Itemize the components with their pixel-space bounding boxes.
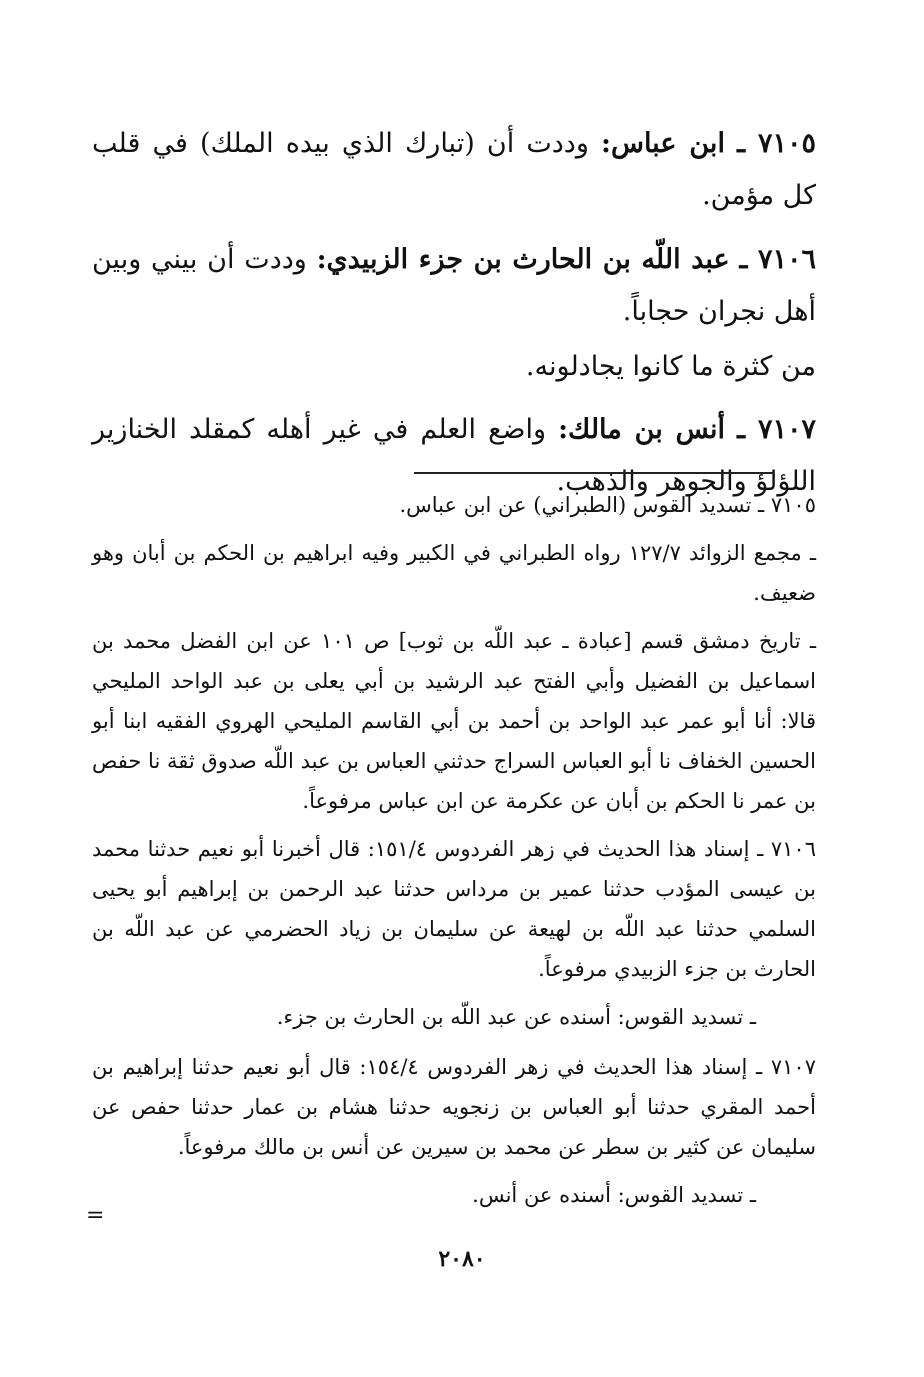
entry-text: وددت أن بيني وبين أهل نجران حجاباً. bbox=[92, 244, 816, 327]
entry-text: وددت أن (تبارك الذي بيده الملك) في قلب كل مؤمن. bbox=[92, 128, 816, 211]
entry-text: واضع العلم في غير أهله كمقلد الخنازير اللؤلؤ والجوهر والذهب. bbox=[92, 414, 816, 497]
continuation-mark: = bbox=[86, 1203, 105, 1228]
entry-7106-extra: من كثرة ما كانوا يجادلونه. bbox=[525, 351, 816, 382]
entry-narrator: ابن عباس: bbox=[601, 128, 725, 159]
footnote-tasdid-7106: ـ تسديد القوس: أسنده عن عبد اللّه بن الحارث بن جزء. bbox=[276, 1005, 756, 1029]
footnote-tarikh-dimashq: ـ تاريخ دمشق قسم [عبادة ـ عبد اللّه بن ثوب] ص ١٠١ عن ابن الفضل محمد بن اسماعيل بن الفضيل وأبي الفتح عبد الرشيد بن أبي يعلى بن عبد الواحد المليحي قالا: أنا أبو عمر عبد الواحد بن أحمد بن أبي القاسم المليحي الهروي الفقيه ابنا أبو الحسين الخفاف نا أبو العباس السراج حدثني العباس بن عبد اللّه صدوق ثقة نا حفص بن عمر نا الحكم بن أبان عن عكرمة عن ابن عباس مرفوعاً. bbox=[92, 629, 816, 813]
footnote-7107: ٧١٠٧ ـ إسناد هذا الحديث في زهر الفردوس ١٥٤/٤: قال أبو نعيم حدثنا إبراهيم بن أحمد المقري حدثنا أبو العباس بن زنجويه حدثنا هشام بن عمار حدثنا حفص عن سليمان عن كثير بن سطر عن محمد بن سيرين عن أنس بن مالك مرفوعاً. bbox=[92, 1055, 816, 1159]
entry-narrator: أنس بن مالك: bbox=[558, 414, 726, 445]
footnote-divider bbox=[414, 472, 774, 474]
entry-number: ٧١٠٧ ـ bbox=[737, 414, 816, 445]
page-number: ٢٠٨٠ bbox=[438, 1246, 486, 1272]
entry-narrator: عبد اللّه بن الحارث بن جزء الزبيدي: bbox=[316, 244, 730, 275]
footnote-tasdid-7107: ـ تسديد القوس: أسنده عن أنس. bbox=[472, 1183, 756, 1207]
entry-number: ٧١٠٥ ـ bbox=[737, 128, 816, 159]
entry-7106 bbox=[92, 234, 816, 338]
main-text bbox=[92, 118, 816, 520]
footnotes bbox=[92, 485, 816, 1225]
footnote-7106: ٧١٠٦ ـ إسناد هذا الحديث في زهر الفردوس ١٥١/٤: قال أخبرنا أبو نعيم حدثنا محمد بن عيسى المؤدب حدثنا عمير بن مرداس حدثنا عبد الرحمن بن إبراهيم أبو يحيى السلمي حدثنا عبد اللّه بن لهيعة عن سليمان بن زياد الحضرمي عن عبد اللّه بن الحارث بن جزء الزبيدي مرفوعاً. bbox=[92, 837, 816, 981]
footnote-7105: ٧١٠٥ ـ تسديد القوس (الطبراني) عن ابن عباس. bbox=[399, 493, 816, 517]
footnote-majma: ـ مجمع الزوائد ١٢٧/٧ رواه الطبراني في الكبير وفيه ابراهيم بن الحكم بن أبان وهو ضعيف. bbox=[92, 541, 816, 605]
entry-number: ٧١٠٦ ـ bbox=[739, 244, 816, 275]
entry-7105 bbox=[92, 118, 816, 222]
